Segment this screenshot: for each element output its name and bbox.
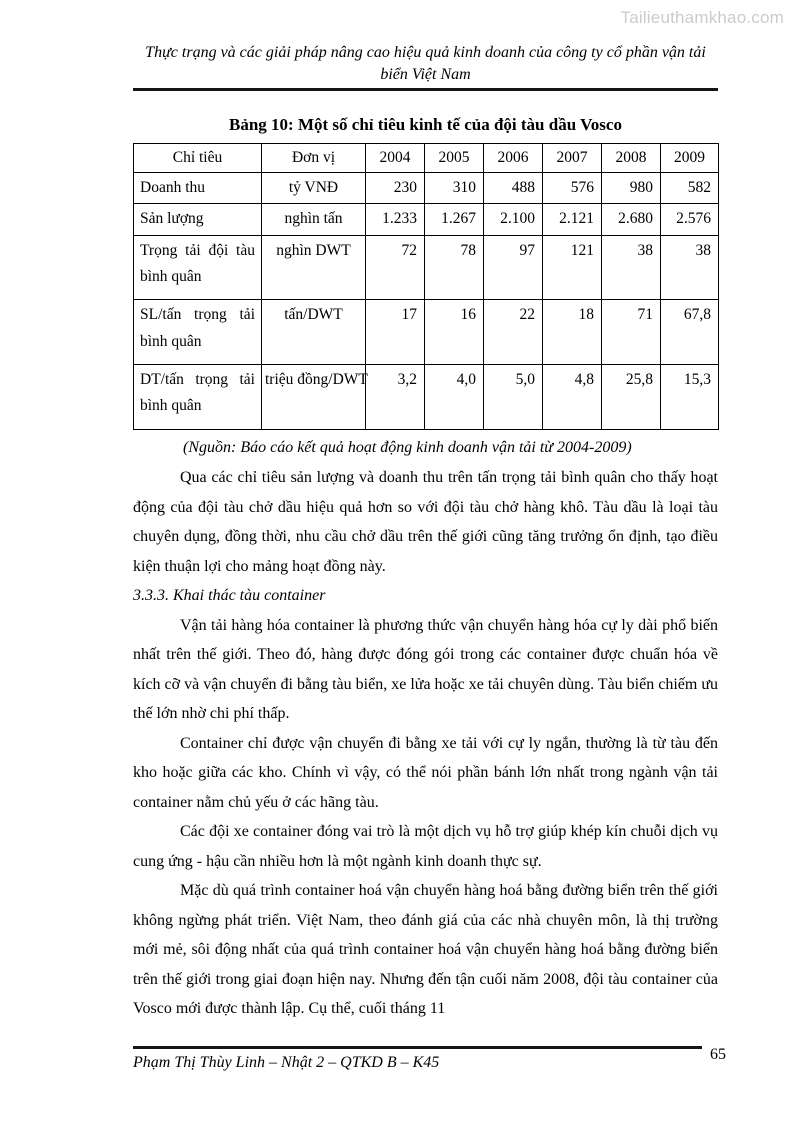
cell-value: 38 [602, 235, 661, 300]
column-header: 2006 [484, 143, 543, 172]
row-label: SL/tấn trọng tải bình quân [134, 300, 262, 365]
cell-value: 980 [602, 172, 661, 203]
data-table [133, 143, 719, 430]
column-header: Đơn vị [262, 143, 366, 172]
cell-value: 2.100 [484, 204, 543, 235]
cell-value: 17 [366, 300, 425, 365]
page-content [133, 0, 718, 1024]
cell-value: 15,3 [661, 364, 719, 429]
cell-value: 22 [484, 300, 543, 365]
cell-value: 71 [602, 300, 661, 365]
page-number: 65 [710, 1046, 726, 1063]
column-header: Chỉ tiêu [134, 143, 262, 172]
column-header: 2007 [543, 143, 602, 172]
body-paragraph: Container chỉ được vận chuyển đi bằng xe tải với cự ly ngắn, thường là từ tàu đến kho hoặc giữa các kho. Chính vì vậy, có thể nói phần bánh lớn nhất trong ngành vận tải container nằm chủ yếu ở các hãng tàu. [133, 734, 718, 811]
row-unit: tỷ VNĐ [262, 172, 366, 203]
body-paragraph: Các đội xe container đóng vai trò là một dịch vụ hỗ trợ giúp khép kín chuỗi dịch vụ cung ứng - hậu cần nhiều hơn là một ngành kinh doanh thực sự. [133, 823, 718, 870]
column-header: 2009 [661, 143, 719, 172]
cell-value: 78 [425, 235, 484, 300]
cell-value: 2.576 [661, 204, 719, 235]
table-source: (Nguồn: Báo cáo kết quả hoạt động kinh doanh vận tải từ 2004-2009) [183, 438, 632, 456]
row-label: DT/tấn trọng tải bình quân [134, 364, 262, 429]
cell-value: 4,0 [425, 364, 484, 429]
cell-value: 72 [366, 235, 425, 300]
cell-value: 576 [543, 172, 602, 203]
column-header: 2004 [366, 143, 425, 172]
cell-value: 25,8 [602, 364, 661, 429]
cell-value: 1.233 [366, 204, 425, 235]
running-header [133, 42, 718, 85]
row-label: Sản lượng [134, 204, 262, 235]
table-header-row [134, 143, 719, 172]
column-header: 2005 [425, 143, 484, 172]
cell-value: 230 [366, 172, 425, 203]
row-unit: nghìn DWT [262, 235, 366, 300]
header-rule [133, 88, 718, 91]
cell-value: 38 [661, 235, 719, 300]
cell-value: 2.680 [602, 204, 661, 235]
table-row [134, 172, 719, 203]
table-row [134, 364, 719, 429]
body-paragraph: Qua các chỉ tiêu sản lượng và doanh thu trên tấn trọng tải bình quân cho thấy hoạt động của đội tàu chở dầu hiệu quả hơn so với đội tàu chở hàng khô. Tàu dầu là loại tàu chuyên dụng, đồng thời, nhu cầu chở dầu trên thế giới cũng tăng trưởng ổn định, tạo điều kiện thuận lợi cho mảng hoạt đồng này. [133, 469, 718, 575]
cell-value: 67,8 [661, 300, 719, 365]
running-header-title: Thực trạng và các giải pháp nâng cao hiệu quả kinh doanh của công ty cổ phần vận tải biển Việt Nam [145, 44, 706, 83]
body-paragraph: Vận tải hàng hóa container là phương thức vận chuyển hàng hóa cự ly dài phổ biến nhất trên thế giới. Theo đó, hàng được đóng gói trong các container được chuẩn hóa về kích cỡ và vận chuyển đi bằng tàu biển, xe lửa hoặc xe tải chuyên dùng. Tàu biển chiếm ưu thế lớn nhờ chi phí thấp. [133, 616, 718, 723]
row-label: Trọng tải đội tàu bình quân [134, 235, 262, 300]
column-header: 2008 [602, 143, 661, 172]
row-unit: nghìn tấn [262, 204, 366, 235]
cell-value: 3,2 [366, 364, 425, 429]
cell-value: 2.121 [543, 204, 602, 235]
cell-value: 121 [543, 235, 602, 300]
table-row [134, 300, 719, 365]
watermark: Tailieuthamkhao.com [620, 8, 784, 27]
section-heading: 3.3.3. Khai thác tàu container [133, 587, 326, 605]
cell-value: 18 [543, 300, 602, 365]
row-unit: triệu đồng/DWT [262, 364, 366, 429]
cell-value: 582 [661, 172, 719, 203]
cell-value: 488 [484, 172, 543, 203]
cell-value: 16 [425, 300, 484, 365]
table-row [134, 235, 719, 300]
cell-value: 1.267 [425, 204, 484, 235]
page-footer [133, 1046, 702, 1074]
cell-value: 310 [425, 172, 484, 203]
row-label: Doanh thu [134, 172, 262, 203]
table-caption: Bảng 10: Một số chỉ tiêu kinh tế của đội tàu dầu Vosco [229, 115, 622, 135]
cell-value: 4,8 [543, 364, 602, 429]
footer-author: Phạm Thị Thùy Linh – Nhật 2 – QTKD B – K45 [133, 1054, 440, 1071]
cell-value: 97 [484, 235, 543, 300]
row-unit: tấn/DWT [262, 300, 366, 365]
table-row [134, 204, 719, 235]
cell-value: 5,0 [484, 364, 543, 429]
body-paragraph: Mặc dù quá trình container hoá vận chuyển hàng hoá bằng đường biển trên thế giới không ngừng phát triển. Việt Nam, theo đánh giá của các nhà chuyên môn, là thị trường mới mẻ, sôi động nhất của quá trình container hoá vận chuyển hàng hoá bằng đường biển trên thế giới trong giai đoạn hiện nay. Nhưng đến tận cuối năm 2008, đội tàu container của Vosco mới được thành lập. Cụ thể, cuối tháng 11 [133, 882, 718, 1018]
